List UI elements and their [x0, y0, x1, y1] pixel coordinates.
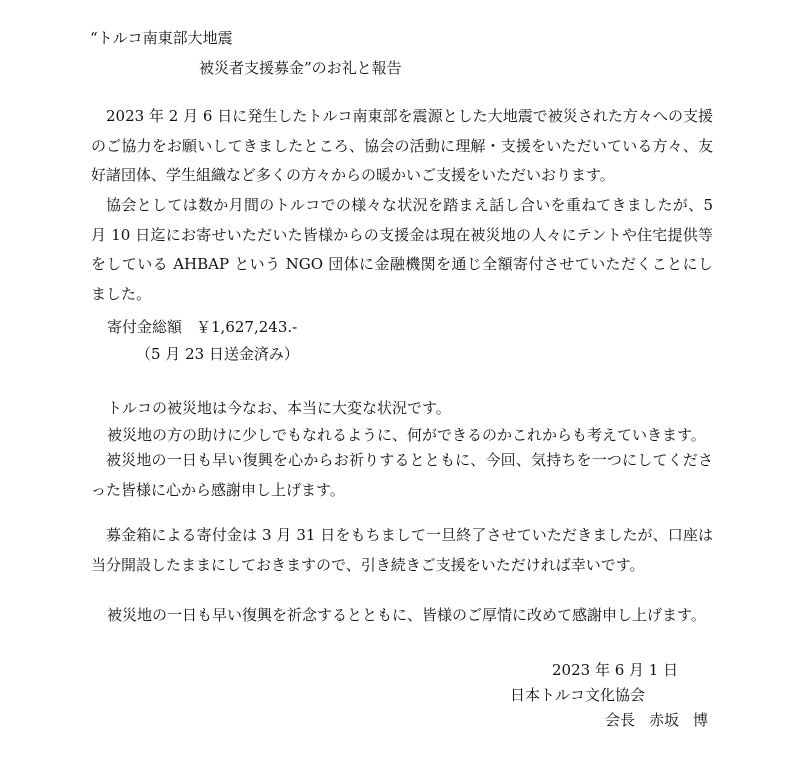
- signature-position: 会長: [605, 711, 636, 729]
- paragraph-situation: トルコの被災地は今なお、本当に大変な状況です。: [107, 399, 451, 417]
- paragraph-closing: 被災地の一日も早い復興を祈念するとともに、皆様のご厚情に改めて感謝申し上げます。: [107, 606, 706, 624]
- paragraph-donation-box: 募金箱による寄付金は 3 月 31 日をもちまして一旦終了させていただきましたが、口座は当分開設したままにしておきますので、引き続きご支援をいただければ幸いです。: [91, 526, 713, 574]
- signature-name: [605, 710, 708, 730]
- document-title-line1: “トルコ南東部大地震: [90, 29, 233, 47]
- signature-date: 2023 年 6 月 1 日: [552, 661, 679, 679]
- donation-total-label: 寄付金総額: [107, 318, 183, 336]
- donation-sent-note: （5 月 23 日送金済み）: [136, 345, 299, 363]
- paragraph-thanks: 被災地の一日も早い復興を心からお祈りするとともに、今回、気持ちを一つにしてくださった皆様に心から感謝申し上げます。: [91, 451, 713, 499]
- paragraph-donation-decision: 協会としては数か月間のトルコでの様々な状況を踏まえ話し合いを重ねてきましたが、5 月 10 日迄にお寄せいただいた皆様からの支援金は現在被災地の人々にテントや住宅提供等をしている AHBAP という NGO 団体に金融機関を通じ全額寄付させていただくことにしました。: [91, 196, 713, 303]
- donation-total: [107, 317, 297, 337]
- signature-family-name: 赤坂: [649, 711, 680, 729]
- paragraph-intro: 2023 年 2 月 6 日に発生したトルコ南東部を震源とした大地震で被災された方々への支援のご協力をお願いしてきましたところ、協会の活動に理解・支援をいただいている方々、友好諸団体、学生組織など多くの方々からの暖かいご支援をいただいおります。: [91, 107, 713, 185]
- document-title-line2: 被災者支援募金”のお礼と報告: [199, 59, 402, 77]
- signature-organization: 日本トルコ文化協会: [510, 686, 646, 704]
- signature-given-name: 博: [693, 711, 709, 729]
- donation-total-amount: ￥1,627,243.-: [196, 318, 298, 336]
- paragraph-commitment: 被災地の方の助けに少しでもなれるように、何ができるのかこれからも考えていきます。: [107, 426, 706, 444]
